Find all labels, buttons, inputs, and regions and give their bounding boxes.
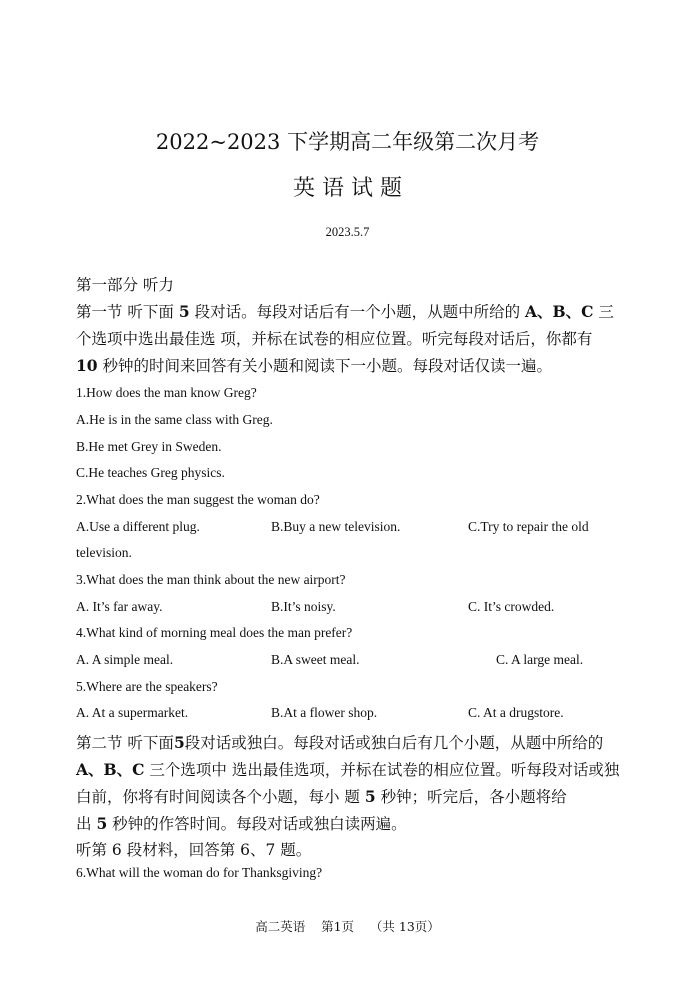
question-4-stem: 4.What kind of morning meal does the man prefer? (76, 625, 353, 640)
section-two-line-3-end: 秒钟；听完后，各小题将给 (375, 788, 567, 806)
question-2-option-a: A.Use a different plug. (76, 519, 200, 534)
question-2-option-c: C.Try to repair the old (468, 519, 589, 534)
section-two-answer-seconds: 5 (96, 814, 108, 833)
question-4-option-c: C. A large meal. (496, 652, 584, 667)
material-6-instruction: 听第 6 段材料，回答第 6、7 题。 (76, 841, 312, 859)
question-4-option-b: B.A sweet meal. (271, 652, 360, 667)
section-two-line-2-text: 三个选项中 选出最佳选项，并标在试卷的相应位置。听每段对话或独 (144, 761, 620, 779)
section-one-seconds: 10 (76, 356, 98, 375)
section-one-lead: 第一节 听下面 (76, 303, 179, 321)
question-1-option-c: C.He teaches Greg physics. (76, 465, 225, 480)
section-one-instructions-line-1 (76, 300, 614, 322)
question-5-stem: 5.Where are the speakers? (76, 679, 218, 694)
section-one-options: A、B、C (525, 302, 594, 321)
section-one-instructions-line-3 (76, 354, 552, 376)
question-5-option-c: C. At a drugstore. (468, 705, 564, 720)
question-2-stem: 2.What does the man suggest the woman do? (76, 492, 320, 507)
question-1-stem: 1.How does the man know Greg? (76, 385, 257, 400)
question-5-option-a: A. At a supermarket. (76, 705, 189, 720)
section-two-reading-seconds: 5 (364, 787, 376, 806)
section-two-options: A、B、C (76, 760, 145, 779)
question-3-option-a: A. It’s far away. (76, 599, 163, 614)
section-two-instructions-line-1 (76, 731, 603, 753)
question-3-option-c: C. It’s crowded. (468, 599, 555, 614)
question-4-option-a: A. A simple meal. (76, 652, 174, 667)
section-two-text: 段对话或独白。每段对话或独白后有几个小题，从题中所给的 (184, 734, 604, 752)
section-one-count: 5 (178, 302, 190, 321)
exam-date: 2023.5.7 (325, 225, 370, 239)
question-2-option-b: B.Buy a new television. (271, 519, 401, 534)
section-one-end: 三 (593, 303, 614, 321)
section-two-instructions-line-3 (76, 785, 567, 807)
section-two-line-4-start: 出 (76, 815, 97, 833)
question-3-option-b: B.It’s noisy. (271, 599, 336, 614)
question-6-stem: 6.What will the woman do for Thanksgiving? (76, 865, 323, 880)
section-two-lead: 第二节 听下面 (76, 734, 174, 752)
question-3-stem: 3.What does the man think about the new airport? (76, 572, 346, 587)
section-two-count: 5 (173, 733, 185, 752)
section-two-instructions-line-4 (76, 812, 407, 834)
section-two-instructions-line-2 (76, 758, 619, 780)
page-footer: 高二英语 第1页 （共 13页） (255, 919, 440, 934)
question-1-option-a: A.He is in the same class with Greg. (76, 412, 273, 427)
question-5-option-b: B.At a flower shop. (271, 705, 378, 720)
section-one-text: 段对话。每段对话后有一个小题，从题中所给的 (189, 303, 526, 321)
section-two-line-4-text: 秒钟的作答时间。每段对话或独白读两遍。 (107, 815, 407, 833)
question-1-option-b: B.He met Grey in Sweden. (76, 439, 222, 454)
section-one-line-3-text: 秒钟的时间来回答有关小题和阅读下一小题。每段对话仅读一遍。 (97, 357, 553, 375)
part-one-heading: 第一部分 听力 (76, 276, 174, 294)
exam-subject-title: 英 语 试 题 (293, 176, 402, 201)
exam-title: 2022~2023 下学期高二年级第二次月考 (155, 130, 540, 154)
section-one-instructions-line-2: 个选项中选出最佳选 项，并标在试卷的相应位置。听完每段对话后，你都有 (76, 330, 593, 348)
section-two-line-3-text: 白前，你将有时间阅读各个小题，每小 题 (76, 788, 365, 806)
question-2-option-c-continued: television. (76, 545, 132, 560)
